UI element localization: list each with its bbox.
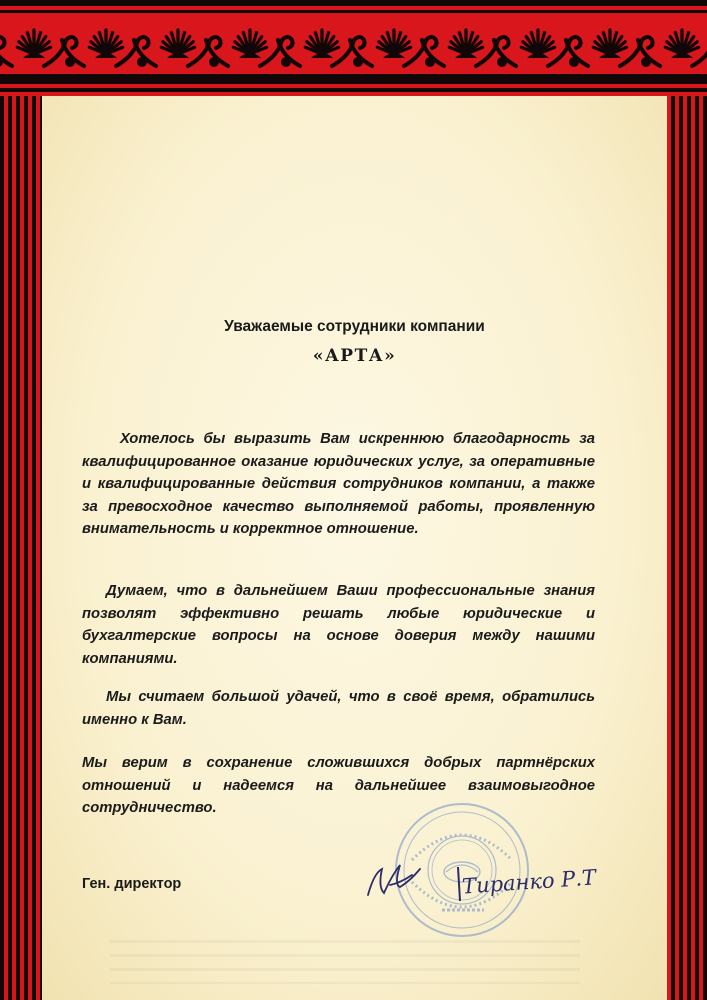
palmette-base bbox=[239, 53, 261, 58]
ornament-top-stripe bbox=[0, 10, 707, 13]
palmette-base bbox=[23, 53, 45, 58]
ornament-bud bbox=[209, 57, 219, 67]
ornament-scroll bbox=[692, 37, 707, 66]
greeting-line: Уважаемые сотрудники компании bbox=[224, 318, 485, 335]
handwritten-signer-name: Тиранко Р.Т bbox=[461, 865, 597, 899]
ornament-bud bbox=[281, 57, 291, 67]
top-ornament-band bbox=[0, 0, 707, 96]
letter-paragraph: Хотелось бы выразить Вам искреннюю благодарность за квалифицированное оказание юридических услуг, за оперативные и квалифицированные действия сотрудников компании, а также за превосходное качество выполняемой работы, проявленную внимательность и корректное отношение. bbox=[82, 431, 595, 537]
palmette-base bbox=[527, 53, 549, 58]
right-striped-border bbox=[667, 96, 707, 1000]
palmette-base bbox=[95, 53, 117, 58]
letter-paragraph: Мы считаем большой удачей, что в своё время, обратились именно к Вам. bbox=[82, 689, 595, 728]
palmette-base bbox=[599, 53, 621, 58]
ornament-base-stripe bbox=[0, 88, 707, 92]
letter-paragraph: Думаем, что в дальнейшем Ваши профессиональные знания позволят эффективно решать любые юридические и бухгалтерские вопросы на основе доверия между нашими компаниями. bbox=[82, 583, 595, 667]
palmette-ornament bbox=[0, 0, 707, 96]
palmette-base bbox=[671, 53, 693, 58]
letter-paragraph: Мы верим в сохранение сложившихся добрых партнёрских отношений и надеемся на дальнейшее взаимовыгодное сотрудничество. bbox=[82, 755, 595, 816]
ornament-bud bbox=[425, 57, 435, 67]
ornament-top-stripe bbox=[0, 0, 707, 6]
palmette-base bbox=[383, 53, 405, 58]
palmette-base bbox=[455, 53, 477, 58]
company-name: «АРТА» bbox=[312, 346, 397, 366]
ornament-bud bbox=[65, 57, 75, 67]
ornament-bud bbox=[641, 57, 651, 67]
left-striped-border bbox=[0, 96, 42, 1000]
letter-paper bbox=[42, 96, 667, 1000]
handwritten-signature bbox=[360, 855, 470, 905]
ornament-bud bbox=[353, 57, 363, 67]
ornament-bud bbox=[137, 57, 147, 67]
palmette-base bbox=[311, 53, 333, 58]
ornament-bud bbox=[569, 57, 579, 67]
ornament-base-stripe bbox=[0, 74, 707, 84]
faint-bleed-through-text bbox=[110, 940, 580, 984]
director-position-label: Ген. директор bbox=[82, 876, 182, 892]
palmette-base bbox=[167, 53, 189, 58]
ornament-bud bbox=[497, 57, 507, 67]
